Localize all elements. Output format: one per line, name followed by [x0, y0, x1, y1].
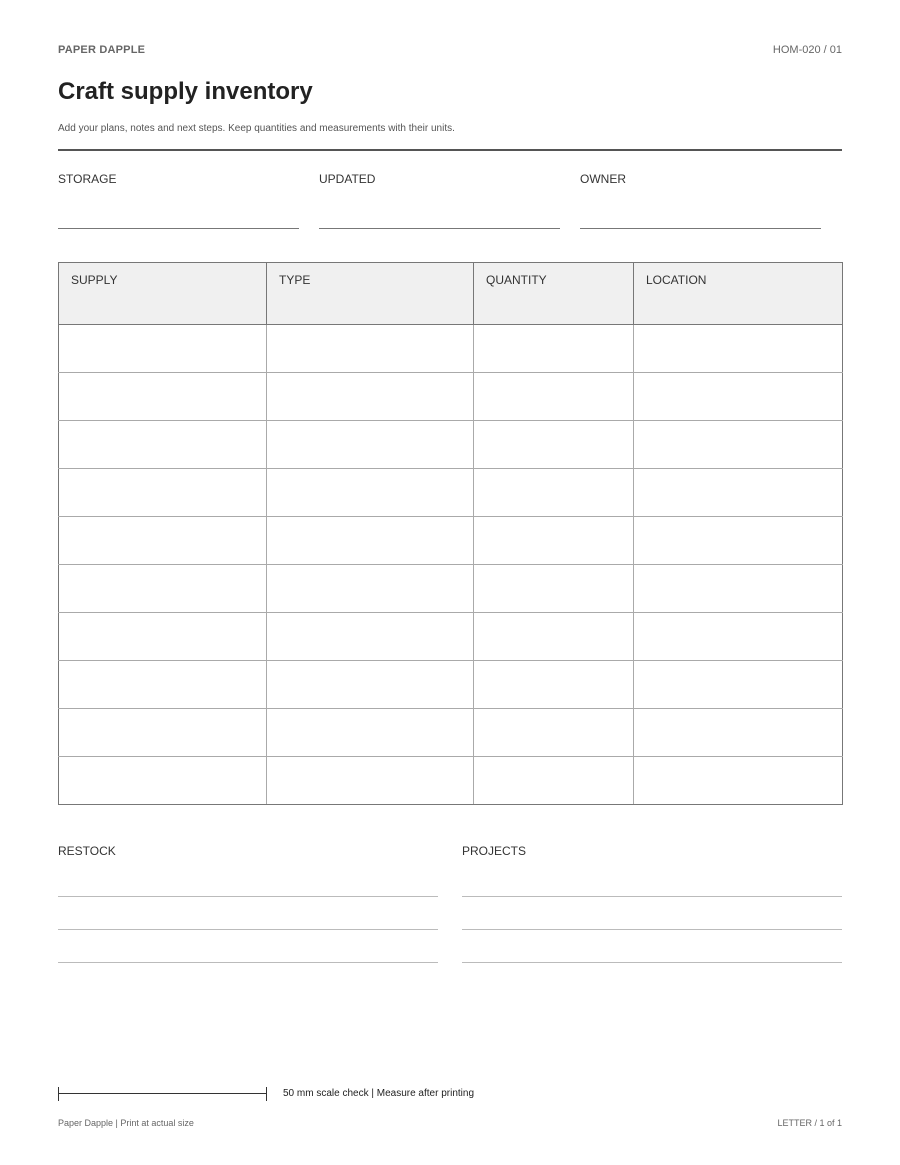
location-cell[interactable] [634, 613, 843, 661]
type-cell[interactable] [267, 757, 474, 805]
quantity-cell[interactable] [474, 661, 634, 709]
brand-name: PAPER DAPPLE [58, 44, 146, 56]
supply-cell[interactable] [59, 709, 267, 757]
scale-bar-line [58, 1093, 267, 1094]
projects-line[interactable] [462, 929, 842, 930]
scale-check-text: 50 mm scale check | Measure after printing [283, 1088, 475, 1099]
table-row [59, 613, 843, 661]
supply-cell[interactable] [59, 613, 267, 661]
quantity-cell[interactable] [474, 613, 634, 661]
location-cell[interactable] [634, 565, 843, 613]
scale-bar-left-tick [58, 1087, 59, 1101]
supply-cell[interactable] [59, 469, 267, 517]
table-header-row [59, 263, 843, 325]
projects-section [462, 844, 842, 858]
supply-cell[interactable] [59, 757, 267, 805]
form-code: HOM-020 / 01 [772, 44, 842, 56]
table-row [59, 709, 843, 757]
table-row [59, 421, 843, 469]
inventory-table [58, 262, 843, 805]
updated-label: UPDATED [319, 172, 376, 186]
storage-field[interactable] [58, 172, 299, 186]
quantity-cell[interactable] [474, 421, 634, 469]
location-cell[interactable] [634, 709, 843, 757]
scale-bar-right-tick [266, 1087, 267, 1101]
projects-label: PROJECTS [462, 844, 527, 858]
supply-cell[interactable] [59, 661, 267, 709]
table-row [59, 325, 843, 373]
table-row [59, 517, 843, 565]
type-cell[interactable] [267, 709, 474, 757]
restock-line[interactable] [58, 896, 438, 897]
location-cell[interactable] [634, 325, 843, 373]
supply-cell[interactable] [59, 565, 267, 613]
location-cell[interactable] [634, 421, 843, 469]
owner-input-line[interactable] [580, 228, 821, 229]
table-row [59, 565, 843, 613]
type-cell[interactable] [267, 325, 474, 373]
type-cell[interactable] [267, 421, 474, 469]
column-header-supply: SUPPLY [59, 263, 267, 325]
updated-input-line[interactable] [319, 228, 560, 229]
projects-line[interactable] [462, 896, 842, 897]
type-cell[interactable] [267, 373, 474, 421]
location-cell[interactable] [634, 517, 843, 565]
updated-field[interactable] [319, 172, 560, 186]
supply-cell[interactable] [59, 373, 267, 421]
type-cell[interactable] [267, 613, 474, 661]
restock-line[interactable] [58, 929, 438, 930]
quantity-cell[interactable] [474, 373, 634, 421]
storage-label: STORAGE [58, 172, 117, 186]
restock-section [58, 844, 438, 858]
quantity-cell[interactable] [474, 517, 634, 565]
table-row [59, 757, 843, 805]
column-header-type: TYPE [267, 263, 474, 325]
header-divider [58, 149, 842, 151]
column-header-quantity: QUANTITY [474, 263, 634, 325]
scale-bar [58, 1087, 267, 1099]
type-cell[interactable] [267, 565, 474, 613]
quantity-cell[interactable] [474, 325, 634, 373]
supply-cell[interactable] [59, 325, 267, 373]
location-cell[interactable] [634, 373, 843, 421]
location-cell[interactable] [634, 757, 843, 805]
table-row [59, 469, 843, 517]
type-cell[interactable] [267, 661, 474, 709]
type-cell[interactable] [267, 517, 474, 565]
quantity-cell[interactable] [474, 757, 634, 805]
location-cell[interactable] [634, 469, 843, 517]
supply-cell[interactable] [59, 517, 267, 565]
table-row [59, 373, 843, 421]
owner-field[interactable] [580, 172, 821, 186]
quantity-cell[interactable] [474, 565, 634, 613]
page-subtitle: Add your plans, notes and next steps. Keep quantities and measurements with their units. [58, 123, 455, 134]
restock-line[interactable] [58, 962, 438, 963]
supply-cell[interactable] [59, 421, 267, 469]
table-row [59, 661, 843, 709]
quantity-cell[interactable] [474, 709, 634, 757]
footer-page-info: LETTER / 1 of 1 [777, 1118, 842, 1128]
restock-label: RESTOCK [58, 844, 116, 858]
storage-input-line[interactable] [58, 228, 299, 229]
page-title: Craft supply inventory [58, 78, 313, 105]
footer-left-text: Paper Dapple | Print at actual size [58, 1118, 194, 1128]
quantity-cell[interactable] [474, 469, 634, 517]
column-header-location: LOCATION [634, 263, 843, 325]
projects-line[interactable] [462, 962, 842, 963]
location-cell[interactable] [634, 661, 843, 709]
owner-label: OWNER [580, 172, 626, 186]
type-cell[interactable] [267, 469, 474, 517]
